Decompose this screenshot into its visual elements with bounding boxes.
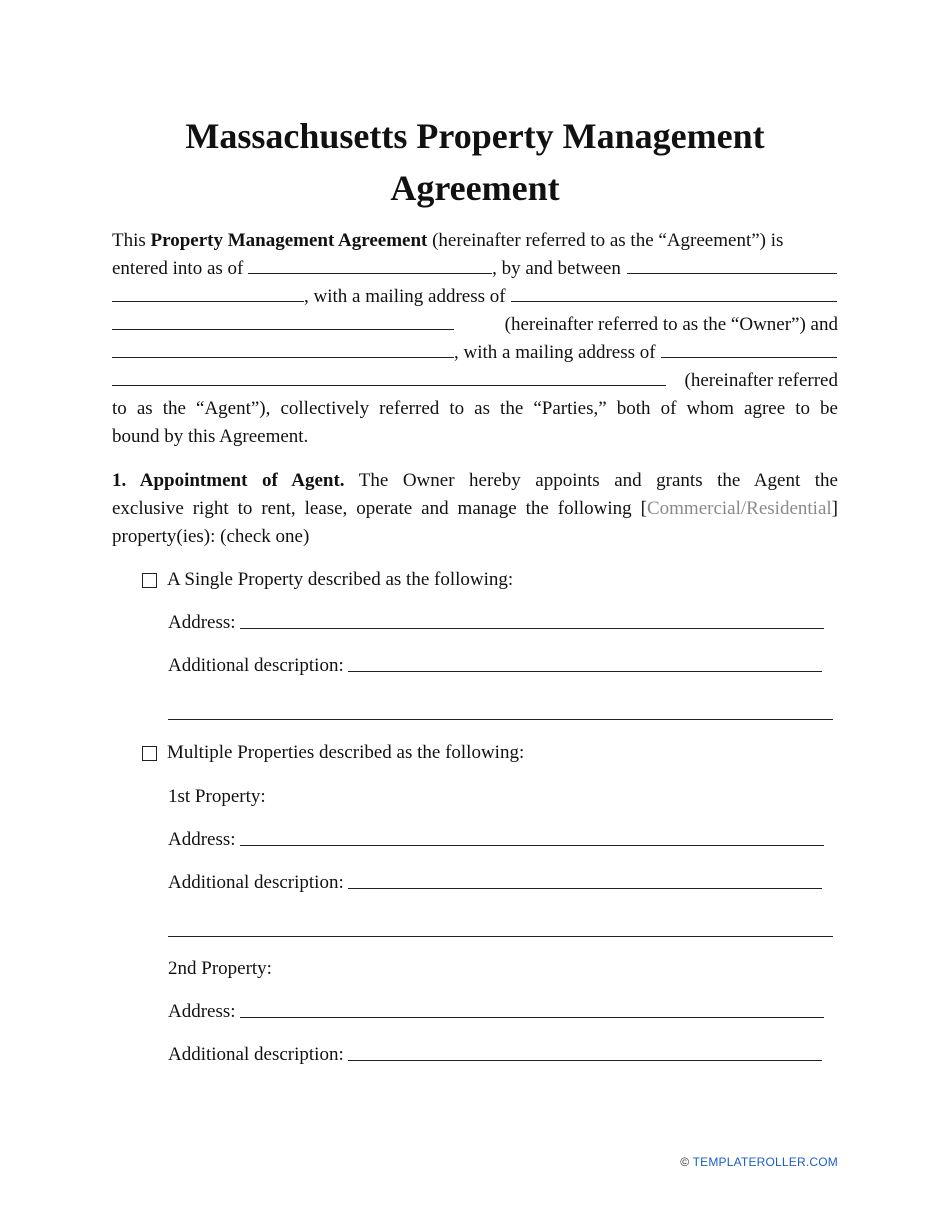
single-additional-blank-line-2[interactable]: [168, 718, 833, 720]
single-address-blank[interactable]: [240, 609, 824, 629]
agent-address-blank-cont[interactable]: [112, 367, 666, 386]
single-additional-field: Additional description:: [168, 652, 822, 680]
templateroller-link[interactable]: TEMPLATEROLLER.COM: [692, 1155, 838, 1169]
date-blank[interactable]: [248, 255, 492, 274]
second-address-field: Address:: [168, 998, 824, 1026]
first-additional-blank[interactable]: [348, 869, 822, 889]
agreement-name: Property Management Agreement: [150, 230, 428, 251]
multiple-properties-checkbox[interactable]: [142, 746, 157, 761]
section1-line-1: 1. Appointment of Agent. The Owner hereby appoints and grants the Agent the: [112, 470, 838, 491]
option-single-property: [142, 566, 513, 594]
intro-paragraph: [112, 227, 838, 451]
owner-address-blank[interactable]: [511, 283, 837, 302]
agent-name-blank[interactable]: [112, 339, 454, 358]
intro-line-8: bound by this Agreement.: [112, 426, 309, 447]
first-property-label: 1st Property:: [168, 786, 266, 807]
intro-line-3: , with a mailing address of: [112, 283, 838, 311]
section1-line-3: property(ies): (check one): [112, 526, 310, 547]
title-line-1: Massachusetts Property Management: [185, 116, 765, 156]
multiple-properties-label: Multiple Properties described as the following:: [167, 742, 525, 763]
property-type-placeholder[interactable]: Commercial/Residential: [646, 498, 832, 519]
second-address-blank[interactable]: [240, 998, 824, 1018]
single-address-field: Address:: [168, 609, 824, 637]
owner-name-blank[interactable]: [627, 255, 837, 274]
option-multiple-properties: [142, 739, 524, 767]
document-title: [112, 110, 838, 214]
second-additional-blank[interactable]: [348, 1041, 822, 1061]
owner-name-blank-cont[interactable]: [112, 283, 304, 302]
intro-line-5: , with a mailing address of: [112, 339, 838, 367]
intro-line-7: to as the “Agent”), collectively referred to as the “Parties,” both of whom agree to be: [112, 398, 838, 419]
first-address-field: Address:: [168, 826, 824, 854]
intro-line-6: (hereinafter referred: [112, 367, 838, 395]
second-additional-field: Additional description:: [168, 1041, 822, 1069]
intro-line-2: entered into as of , by and between: [112, 255, 838, 283]
first-additional-blank-line-2[interactable]: [168, 935, 833, 937]
first-address-blank[interactable]: [240, 826, 824, 846]
second-property-label: 2nd Property:: [168, 958, 272, 979]
footer-credit: [680, 1155, 838, 1169]
copyright-symbol: ©: [680, 1155, 693, 1169]
section1-line-2: exclusive right to rent, lease, operate and manage the following [Commercial/Residential]: [112, 498, 838, 519]
section1-heading: 1. Appointment of Agent.: [112, 470, 345, 491]
single-additional-blank[interactable]: [348, 652, 822, 672]
intro-line-1: This Property Management Agreement (hereinafter referred to as the “Agreement”) is: [112, 230, 784, 251]
title-line-2: Agreement: [390, 168, 560, 208]
single-property-checkbox[interactable]: [142, 573, 157, 588]
single-property-label: A Single Property described as the following:: [167, 569, 514, 590]
first-additional-field: Additional description:: [168, 869, 822, 897]
intro-line-4: (hereinafter referred to as the “Owner”) and: [112, 311, 838, 339]
owner-address-blank-cont[interactable]: [112, 311, 454, 330]
section-appointment: [112, 467, 838, 551]
agent-address-blank[interactable]: [661, 339, 837, 358]
